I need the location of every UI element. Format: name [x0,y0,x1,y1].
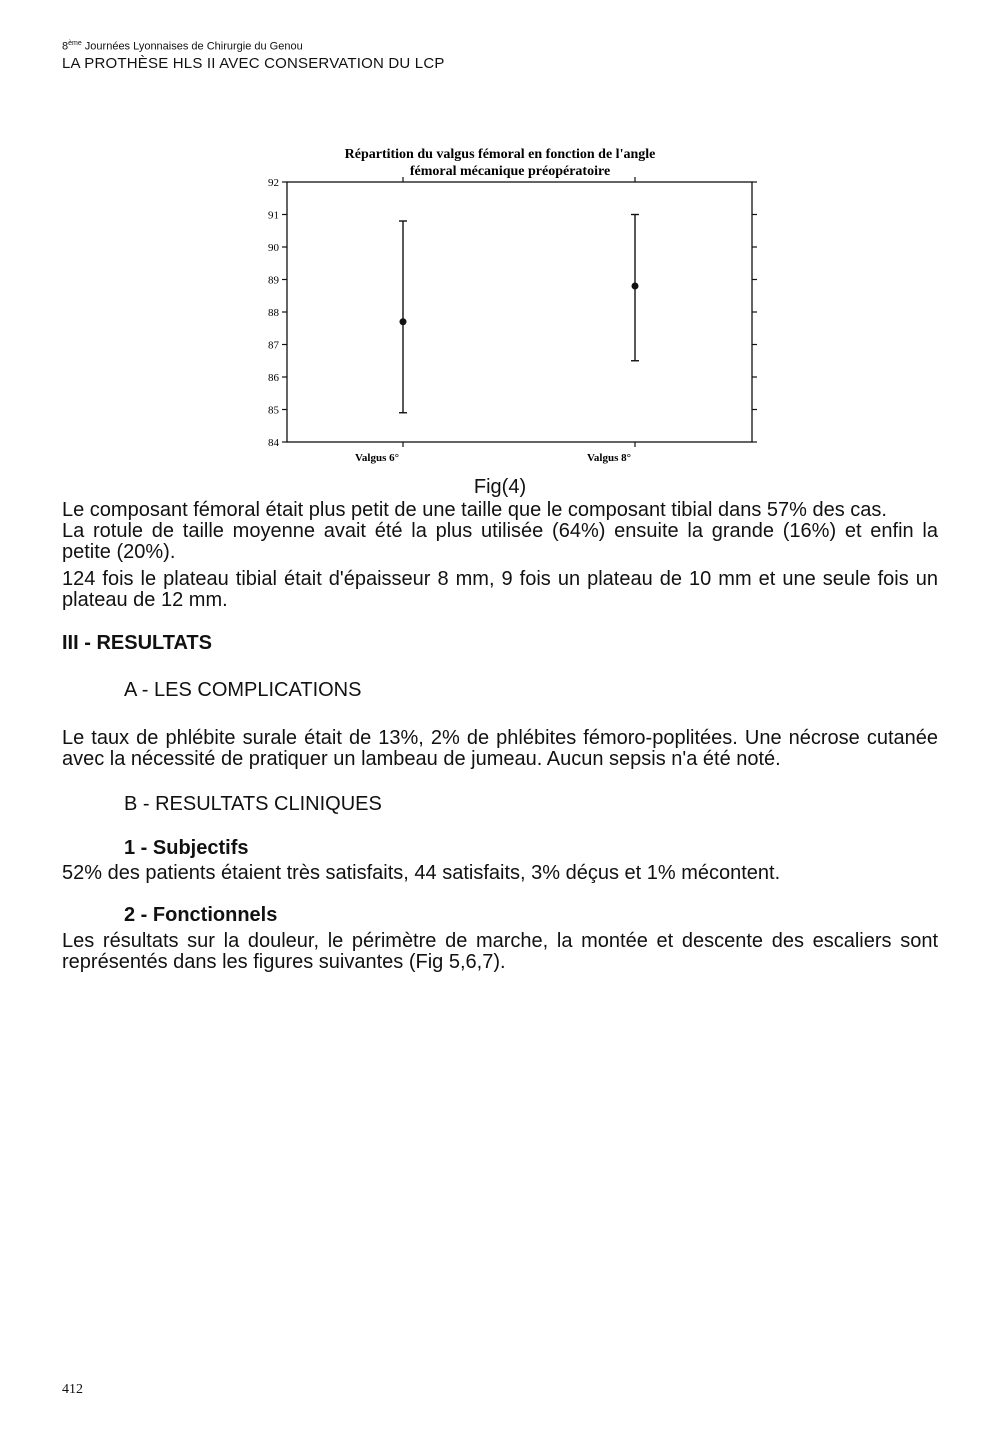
paragraph-tibial-plateau: 124 fois le plateau tibial était d'épaisseur 8 mm, 9 fois un plateau de 10 mm et une seule fois un plateau de 12 mm. [62,568,938,611]
y-tick-label-3: 87 [268,339,279,352]
error-bar-series [399,215,639,413]
y-tick-label-6: 90 [268,242,279,254]
y-axis-ticks [268,177,287,449]
y-tick-label-0: 84 [268,437,279,449]
right-axis-ticks [752,182,757,442]
paragraph-complications: Le taux de phlébite surale était de 13%, 2% de phlébites fémoro-poplitées. Une nécrose cutanée avec la nécessité de pratiquer un lambeau de jumeau. Aucun sepsis n'a été noté. [62,727,938,770]
header-edition-number: 8 [62,40,69,53]
y-tick-label-8: 92 [268,177,279,189]
y-tick-label-2: 86 [268,372,279,384]
paragraph-patella-size: La rotule de taille moyenne avait été la plus utilisée (64%) ensuite la grande (16%) et enfin la petite (20%). [62,520,938,563]
chart-title-line2: fémoral mécanique préopératoire [409,164,611,179]
subheading-complications: A - LES COMPLICATIONS [124,679,362,701]
x-tick-label-1: Valgus 8° [586,452,632,464]
y-tick-label-5: 89 [268,274,279,287]
chart-title-line1: Répartition du valgus fémoral en fonction de l'angle [344,147,656,162]
page-number: 412 [62,1382,83,1397]
paragraph-subjectifs: 52% des patients étaient très satisfaits, 44 satisfaits, 3% déçus et 1% mécontent. [62,862,781,884]
figure-caption: Fig(4) [473,476,527,498]
mean-point-1 [632,283,639,290]
figure-4-chart [0,0,1000,480]
paragraph-fonctionnels: Les résultats sur la douleur, le périmètre de marche, la montée et descente des escaliers sont représentés dans les figures suivantes (Fig 5,6,7). [62,930,938,973]
subheading-resultats-cliniques: B - RESULTATS CLINIQUES [124,793,382,815]
section-heading-resultats: III - RESULTATS [62,632,212,654]
subheading-fonctionnels: 2 - Fonctionnels [124,904,278,926]
subheading-subjectifs: 1 - Subjectifs [124,837,249,859]
plot-frame [287,182,752,442]
header-edition-suffix: ème [68,40,82,47]
y-tick-label-7: 91 [268,209,279,222]
paragraph-femoral-component: Le composant fémoral était plus petit de une taille que le composant tibial dans 57% des cas. [62,499,887,521]
header-conference-name: Journées Lyonnaises de Chirurgie du Genou [81,40,303,53]
running-header-title: LA PROTHÈSE HLS II AVEC CONSERVATION DU LCP [62,55,445,72]
mean-point-0 [400,318,407,325]
y-tick-label-4: 88 [268,307,279,319]
x-tick-label-0: Valgus 6° [354,452,400,464]
x-axis-labels [355,177,635,464]
y-tick-label-1: 85 [268,404,279,417]
